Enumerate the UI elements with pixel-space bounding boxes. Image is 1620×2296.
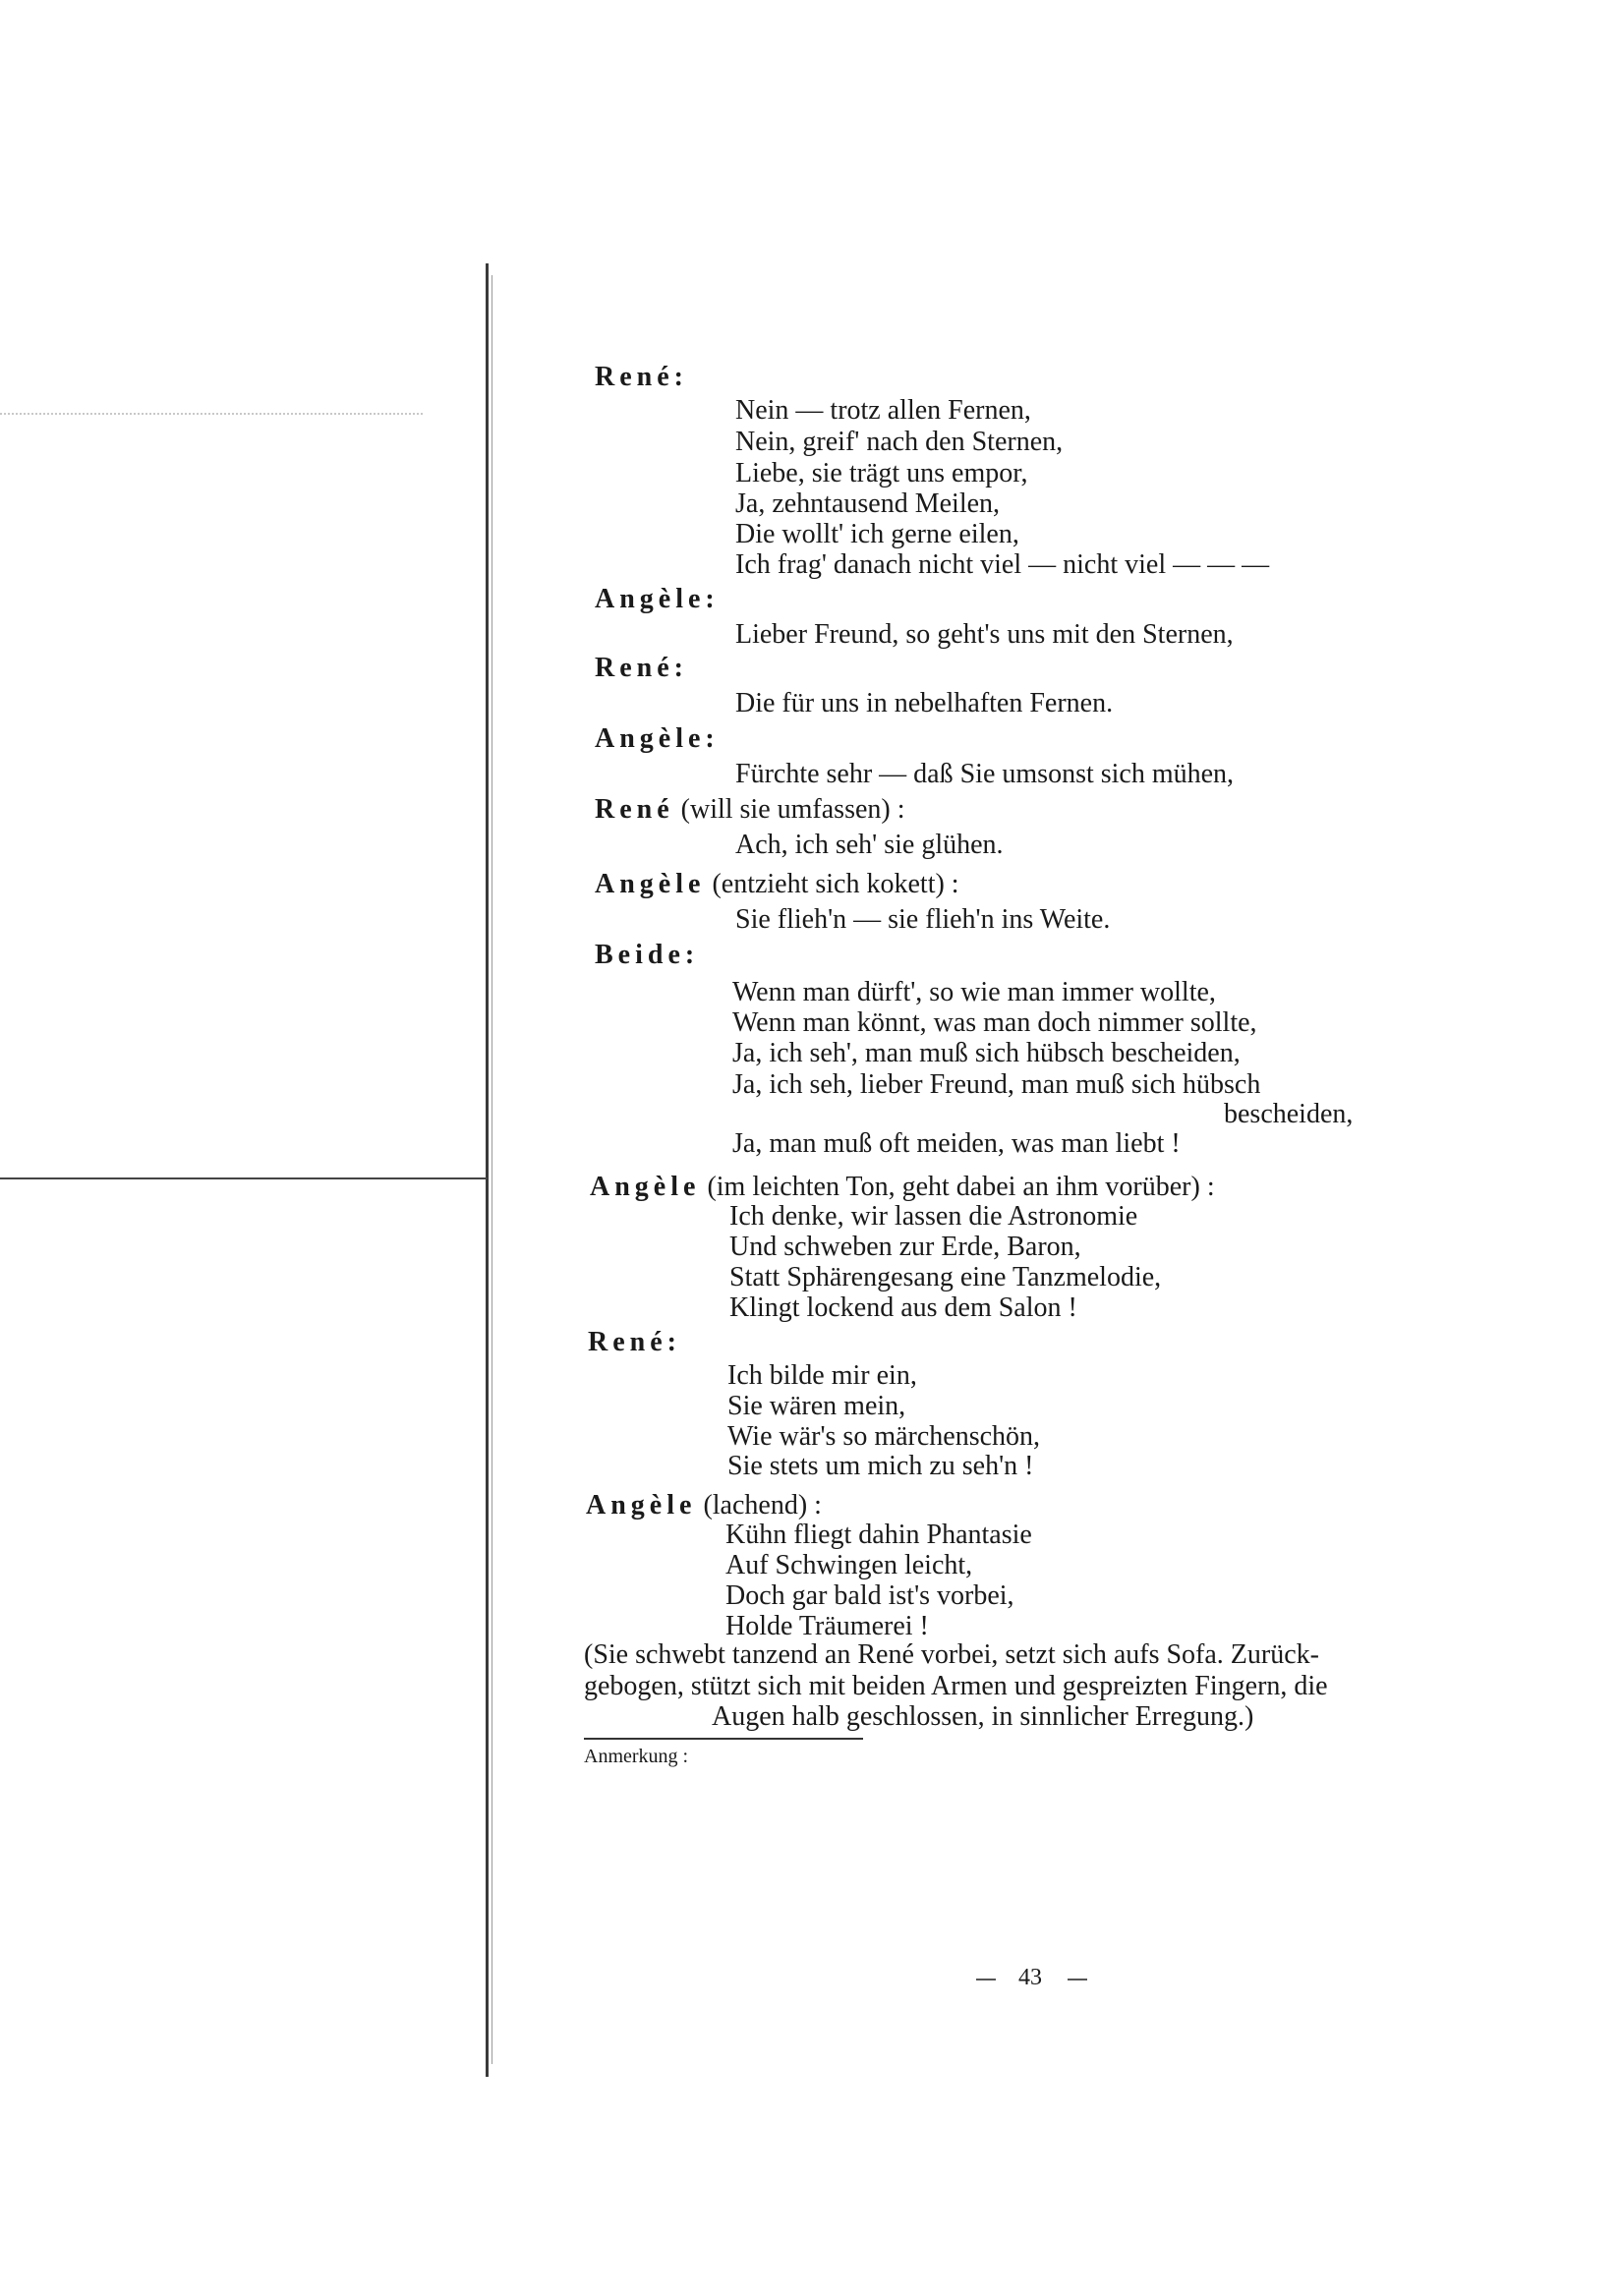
verse-line: Ja, man muß oft meiden, was man liebt ! bbox=[732, 1128, 1181, 1159]
verse-line: Sie flieh'n — sie flieh'n ins Weite. bbox=[735, 904, 1111, 935]
speaker: Angèle: bbox=[595, 584, 720, 614]
binding-line bbox=[486, 263, 489, 2077]
verse-line: Lieber Freund, so geht's uns mit den Sternen, bbox=[735, 619, 1234, 650]
speaker: René: bbox=[595, 362, 688, 392]
speaker-direction: (will sie umfassen) : bbox=[680, 794, 905, 825]
side-rule bbox=[0, 1177, 488, 1179]
verse-line: Nein — trotz allen Fernen, bbox=[735, 395, 1031, 426]
page-number-dash-right bbox=[1068, 1979, 1087, 1980]
verse-line: Ja, zehntausend Meilen, bbox=[735, 488, 1001, 519]
verse-line: Ich frag' danach nicht viel — nicht viel — — — bbox=[735, 549, 1270, 580]
verse-line: Ja, ich seh', man muß sich hübsch bescheiden, bbox=[732, 1038, 1241, 1068]
verse-line: Wie wär's so märchenschön, bbox=[727, 1421, 1041, 1452]
speaker: Angèle bbox=[590, 1172, 701, 1202]
verse-line: Sie stets um mich zu seh'n ! bbox=[727, 1451, 1034, 1481]
verse-line: Kühn fliegt dahin Phantasie bbox=[725, 1520, 1032, 1550]
page-number-dash-left bbox=[976, 1979, 996, 1980]
stage-direction-line: Augen halb geschlossen, in sinnlicher Erregung.) bbox=[712, 1701, 1254, 1732]
speaker-direction: (entzieht sich kokett) : bbox=[712, 869, 959, 899]
verse-line: Holde Träumerei ! bbox=[725, 1611, 929, 1641]
page-number: 43 bbox=[1018, 1965, 1042, 1990]
footnote-rule bbox=[584, 1738, 863, 1740]
verse-line: Die für uns in nebelhaften Fernen. bbox=[735, 688, 1114, 718]
speaker: René bbox=[595, 794, 674, 825]
footnote-label: Anmerkung : bbox=[584, 1746, 689, 1767]
stage-direction-line: gebogen, stützt sich mit beiden Armen und gespreizten Fingern, die bbox=[584, 1671, 1328, 1701]
speaker-line bbox=[586, 1490, 822, 1521]
speaker: Angèle: bbox=[595, 723, 720, 754]
verse-line: Ja, ich seh, lieber Freund, man muß sich hübsch bbox=[732, 1069, 1261, 1100]
verse-line: Und schweben zur Erde, Baron, bbox=[729, 1232, 1081, 1262]
speaker: Beide: bbox=[595, 940, 700, 970]
verse-line: Liebe, sie trägt uns empor, bbox=[735, 458, 1028, 488]
verse-line: Die wollt' ich gerne eilen, bbox=[735, 519, 1019, 549]
speaker: René: bbox=[595, 653, 688, 683]
verse-line: Ich bilde mir ein, bbox=[727, 1360, 917, 1391]
verse-line: Nein, greif' nach den Sternen, bbox=[735, 427, 1064, 457]
verse-line: Fürchte sehr — daß Sie umsonst sich mühen, bbox=[735, 759, 1235, 789]
verse-line: Wenn man dürft', so wie man immer wollte, bbox=[732, 977, 1216, 1007]
dotted-mark bbox=[0, 413, 423, 415]
verse-line: Sie wären mein, bbox=[727, 1391, 906, 1421]
verse-line: Klingt lockend aus dem Salon ! bbox=[729, 1292, 1077, 1323]
stage-direction-line: (Sie schwebt tanzend an René vorbei, setzt sich aufs Sofa. Zurück- bbox=[584, 1639, 1319, 1670]
speaker: René: bbox=[588, 1327, 681, 1357]
speaker: Angèle bbox=[586, 1490, 697, 1521]
speaker-line bbox=[595, 869, 959, 900]
speaker-line bbox=[595, 794, 905, 826]
verse-line: Auf Schwingen leicht, bbox=[725, 1550, 973, 1580]
speaker-line bbox=[590, 1172, 1215, 1203]
speaker: Angèle bbox=[595, 869, 706, 899]
verse-line: Ich denke, wir lassen die Astronomie bbox=[729, 1201, 1138, 1232]
verse-line: Doch gar bald ist's vorbei, bbox=[725, 1580, 1014, 1611]
verse-line: bescheiden, bbox=[1224, 1099, 1354, 1129]
verse-line: Statt Sphärengesang eine Tanzmelodie, bbox=[729, 1262, 1162, 1292]
speaker-direction: (im leichten Ton, geht dabei an ihm vorüber) : bbox=[707, 1172, 1215, 1202]
speaker-direction: (lachend) : bbox=[703, 1490, 822, 1521]
verse-line: Wenn man könnt, was man doch nimmer sollte, bbox=[732, 1007, 1257, 1038]
verse-line: Ach, ich seh' sie glühen. bbox=[735, 830, 1004, 860]
